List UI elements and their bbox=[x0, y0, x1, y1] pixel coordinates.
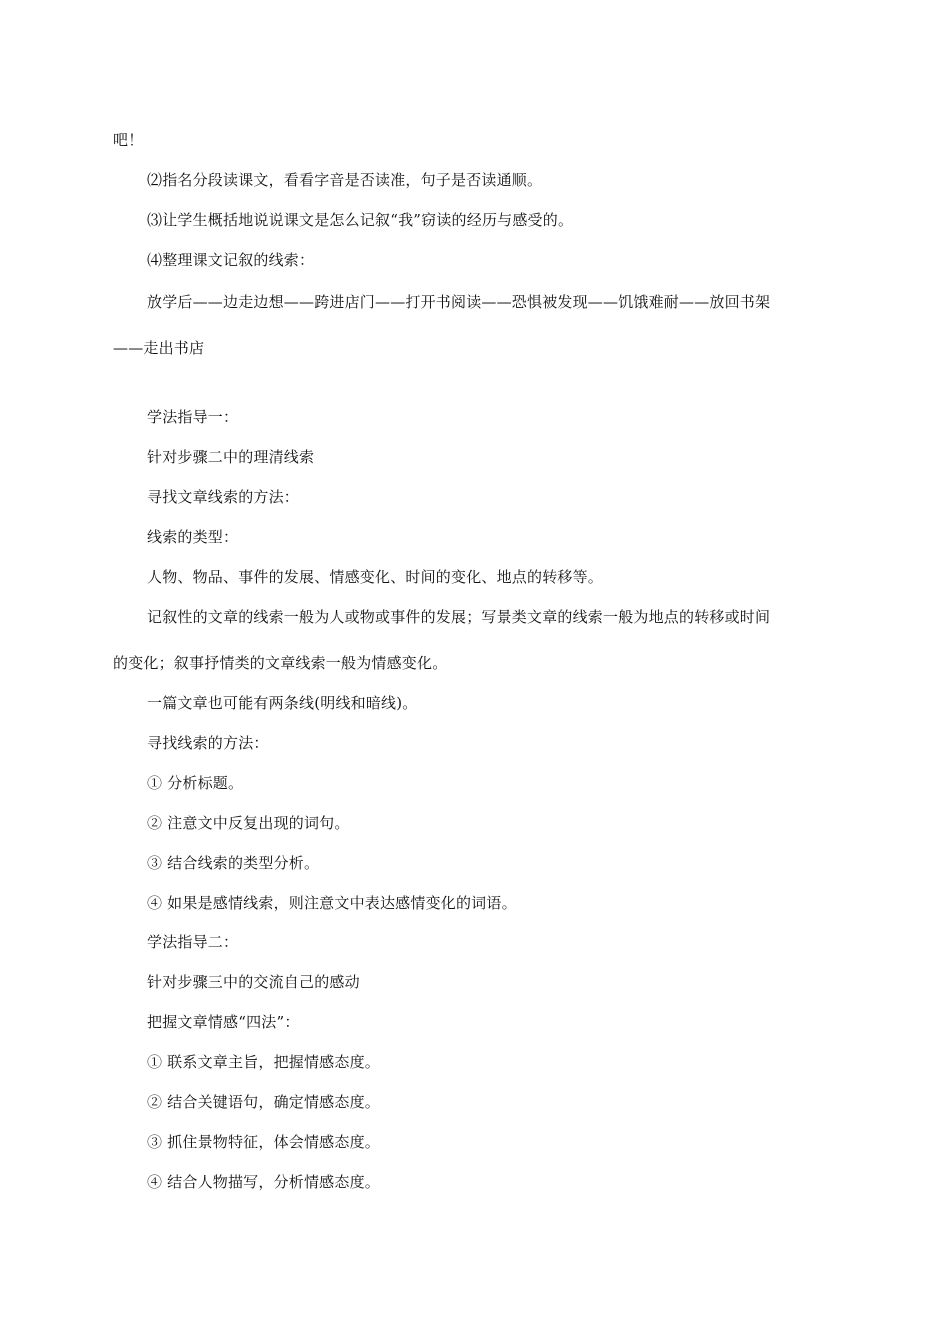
list-item: ① 联系文章主旨，把握情感态度。 bbox=[147, 1053, 380, 1071]
section-heading: 学法指导一： bbox=[147, 408, 239, 426]
list-item: ③ 结合线索的类型分析。 bbox=[147, 854, 320, 872]
section-heading: 学法指导二： bbox=[147, 933, 239, 951]
paragraph-line: ⑷整理课文记叙的线索： bbox=[147, 251, 315, 269]
paragraph-line: ⑵指名分段读课文，看看字音是否读准，句子是否读通顺。 bbox=[147, 171, 543, 189]
paragraph-line: 寻找文章线索的方法： bbox=[147, 488, 300, 506]
list-item: ② 结合关键语句，确定情感态度。 bbox=[147, 1093, 380, 1111]
paragraph-line: 线索的类型： bbox=[147, 528, 239, 546]
paragraph-line: 把握文章情感“四法”： bbox=[147, 1013, 300, 1031]
paragraph-line: 吧！ bbox=[113, 131, 144, 149]
list-item: ① 分析标题。 bbox=[147, 774, 244, 792]
paragraph-line: 的变化；叙事抒情类的文章线索一般为情感变化。 bbox=[113, 654, 448, 672]
list-item: ② 注意文中反复出现的词句。 bbox=[147, 814, 350, 832]
paragraph-line: 放学后——边走边想——跨进店门——打开书阅读——恐惧被发现——饥饿难耐——放回书架 bbox=[147, 293, 771, 311]
paragraph-line: 针对步骤三中的交流自己的感动 bbox=[147, 973, 360, 991]
paragraph-line: ——走出书店 bbox=[113, 339, 205, 357]
list-item: ④ 如果是感情线索，则注意文中表达感情变化的词语。 bbox=[147, 894, 517, 912]
paragraph-line: 针对步骤二中的理清线索 bbox=[147, 448, 315, 466]
paragraph-line: 人物、物品、事件的发展、情感变化、时间的变化、地点的转移等。 bbox=[147, 568, 604, 586]
list-item: ③ 抓住景物特征，体会情感态度。 bbox=[147, 1133, 380, 1151]
paragraph-line: ⑶让学生概括地说说课文是怎么记叙“我”窃读的经历与感受的。 bbox=[147, 211, 574, 229]
paragraph-line: 寻找线索的方法： bbox=[147, 734, 269, 752]
paragraph-line: 一篇文章也可能有两条线(明线和暗线)。 bbox=[147, 694, 418, 712]
paragraph-line: 记叙性的文章的线索一般为人或物或事件的发展；写景类文章的线索一般为地点的转移或时间 bbox=[147, 608, 771, 626]
list-item: ④ 结合人物描写，分析情感态度。 bbox=[147, 1173, 380, 1191]
